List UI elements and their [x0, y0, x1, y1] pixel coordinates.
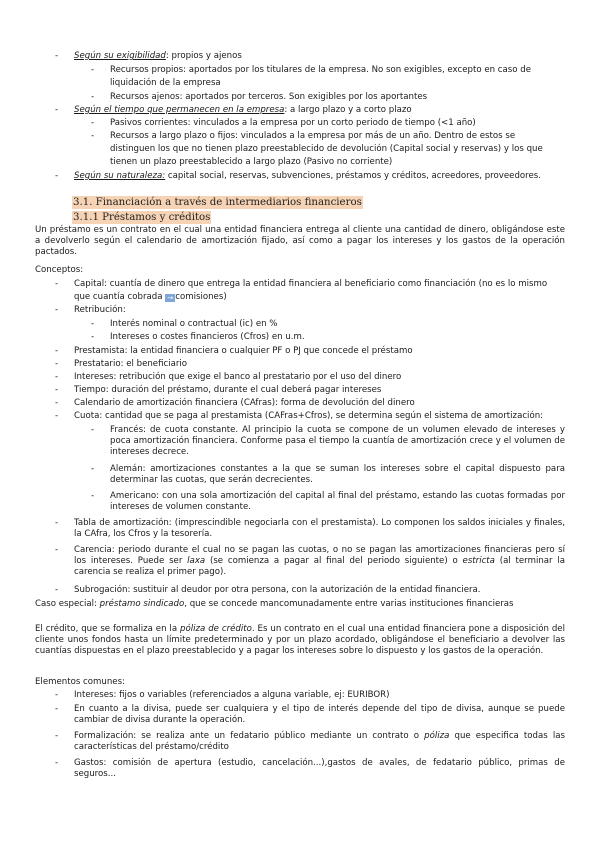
caso-label: Caso especial: [35, 599, 100, 609]
carencia-text-3: (al terminar la carencia se realiza el primer pago). [74, 556, 566, 577]
list-dash: - [55, 346, 59, 356]
pasivos-corrientes: Pasivos corrientes: vinculados a la empresa por un corto periodo de tiempo (<1 año) [110, 118, 476, 128]
tiempo-label: Según el tiempo que permanecen en la empresa [74, 105, 285, 115]
capital-line1: Capital: cuantía de dinero que entrega la entidad financiera al beneficiario como financiación (no es lo mismo [74, 279, 548, 289]
poliza: póliza [424, 731, 450, 741]
intereses-def: Intereses: retribución que exige el banco al prestatario por el uso del dinero [74, 372, 402, 382]
prestamo-intro: Un préstamo es un contrato en el cual una entidad financiera entrega al cliente una cantidad de dinero, obligándose este a devolverlo según el calendario de amortización fijado, así como a pagar los intereses y los gastos de la operación pactados. [35, 225, 565, 257]
list-item-tiempo [74, 105, 412, 116]
capital-comisiones: comisiones) [175, 292, 227, 302]
formalizacion-text-2: que especifica todas las características del préstamo/crédito [74, 731, 565, 752]
credito-intro [35, 624, 565, 657]
list-dash: - [55, 518, 59, 528]
subsection-heading: 3.1.1 Préstamos y créditos [73, 212, 211, 223]
list-dash: - [55, 411, 59, 421]
sublist-dash: - [91, 131, 95, 141]
formalizacion-text: Formalización: se realiza ante un fedatario público mediante un contrato o [74, 731, 425, 741]
list-dash: - [55, 758, 59, 768]
sublist-dash: - [91, 425, 95, 435]
sublist-dash: - [91, 491, 95, 501]
prestamista: Prestamista: la entidad financiera o cualquier PF o PJ que concede el préstamo [74, 346, 413, 356]
interes-nominal: Interés nominal o contractual (ic) en % [110, 319, 278, 329]
credito-text: El crédito, que se formaliza en la [35, 624, 181, 634]
list-dash: - [55, 545, 59, 555]
sublist-dash: - [91, 65, 95, 75]
list-dash: - [55, 51, 59, 61]
sublist-dash: - [91, 118, 95, 128]
subrogacion-def: Subrogación: sustituir al deudor por otra persona, con la autorización de la entidad financiera. [74, 585, 481, 595]
frances-def: Francés: de cuota constante. Al principio la cuota se compone de un volumen elevado de intereses y poca amortización financiera. Conforme pasa el tiempo la cuantía de amortización crece y el volumen de intereses decrece. [110, 425, 565, 457]
arrow-right-icon: → [165, 294, 175, 302]
credito-gastos: Gastos: comisión de apertura (estudio, cancelación...),gastos de avales, de fedatario público, primas de seguros... [74, 758, 565, 779]
tabla-def: Tabla de amortización: (imprescindible negociarla con el prestamista). Lo componen los saldos iniciales y finales, la CAfra, los Cfros y la tesorería. [74, 518, 565, 539]
exigibilidad-label: Según su exigibilidad [74, 51, 166, 61]
poliza-credito: póliza de crédito [180, 624, 252, 634]
tiempo-text: : a largo plazo y a corto plazo [284, 105, 412, 115]
section-heading: 3.1. Financiación a través de intermediarios financieros [73, 197, 362, 208]
retribucion-label: Retribución: [74, 305, 126, 315]
intereses-costes: Intereses o costes financieros (Cfros) en u.m. [110, 332, 305, 342]
carencia-text: Carencia: periodo durante el cual no se pagan las cuotas, o no se pagan las amortizaciones financieras pero sí los intereses. Puede ser [74, 545, 565, 566]
list-dash: - [55, 585, 59, 595]
elementos-label: Elementos comunes: [35, 677, 125, 687]
caso-especial [35, 599, 514, 610]
list-item-exigibilidad [74, 51, 242, 62]
americano-def: Americano: con una sola amortización del capital al final del préstamo, estando las cuotas formadas por intereses de volumen constante. [110, 491, 565, 512]
sublist-dash: - [91, 464, 95, 474]
list-dash: - [55, 372, 59, 382]
list-dash: - [55, 305, 59, 315]
sublist-dash: - [91, 92, 95, 102]
capital-text: que cuantía cobrada [74, 292, 166, 302]
calendario-def: Calendario de amortización financiera (CAfras): forma de devolución del dinero [74, 398, 415, 408]
list-dash: - [55, 690, 59, 700]
sublist-dash: - [91, 319, 95, 329]
list-dash: - [55, 704, 59, 714]
recursos-ajenos: Recursos ajenos: aportados por terceros. Son exigibles por los aportantes [110, 92, 428, 102]
recursos-propios-line2: liquidación de la empresa [110, 78, 221, 88]
prestatario: Prestatario: el beneficiario [74, 359, 188, 369]
list-dash: - [55, 359, 59, 369]
carencia-def [74, 545, 565, 578]
list-dash: - [55, 398, 59, 408]
prestamo-sindicado: préstamo sindicado [99, 599, 185, 609]
naturaleza-text: capital social, reservas, subvenciones, préstamos y créditos, acreedores, proveedores. [165, 171, 541, 181]
credito-divisa: En cuanto a la divisa, puede ser cualquiera y el tipo de interés depende del tipo de divisa, aunque se puede cambiar de divisa durante la operación. [74, 704, 565, 725]
list-item-naturaleza [74, 171, 541, 182]
recursos-largo-line2: distinguen los que no tienen plazo preestablecido de devolución (Capital social y reservas) y los que [110, 144, 543, 154]
tiempo-def: Tiempo: duración del préstamo, durante el cual deberá pagar intereses [74, 385, 382, 395]
carencia-text-2: (se comienza a pagar al final del periodo siguiente) o [205, 556, 463, 566]
naturaleza-label: Según su naturaleza: [74, 171, 166, 181]
list-dash: - [55, 731, 59, 741]
recursos-largo-line3: tienen un plazo preestablecido a largo plazo (Pasivo no corriente) [110, 157, 393, 167]
carencia-laxa: laxa [187, 556, 206, 566]
caso-text: , que se concede mancomunadamente entre varias instituciones financieras [184, 599, 514, 609]
conceptos-label: Conceptos: [35, 265, 84, 275]
credito-intereses: Intereses: fijos o variables (referenciados a alguna variable, ej: EURIBOR) [74, 690, 390, 700]
aleman-def: Alemán: amortizaciones constantes a la que se suman los intereses sobre el capital dispuesto para determinar las cuotas, que serán decrecientes. [110, 464, 565, 485]
sublist-dash: - [91, 332, 95, 342]
capital-line2 [74, 292, 227, 303]
list-dash: - [55, 105, 59, 115]
carencia-estricta: estricta [462, 556, 495, 566]
exigibilidad-text: : propios y ajenos [165, 51, 242, 61]
credito-text-2: . Es un contrato en el cual una entidad financiera pone a disposición del cliente unos fondos hasta un límite predeterminado y por un plazo acordado, obligándose el beneficiario a devolver las cuantías dispuestas en el plazo preestablecido y a pagar los intereses sobre lo dispuesto y los gastos de la operación. [35, 624, 565, 656]
list-dash: - [55, 385, 59, 395]
list-dash: - [55, 279, 59, 289]
recursos-propios-line1: Recursos propios: aportados por los titulares de la empresa. No son exigibles, excepto en caso de [110, 65, 531, 75]
cuota-def: Cuota: cantidad que se paga al prestamista (CAFras+Cfros), se determina según el sistema de amortización: [74, 411, 544, 421]
recursos-largo-line1: Recursos a largo plazo o fijos: vinculados a la empresa por más de un año. Dentro de estos se [110, 131, 516, 141]
list-dash: - [55, 171, 59, 181]
credito-formalizacion [74, 731, 565, 753]
